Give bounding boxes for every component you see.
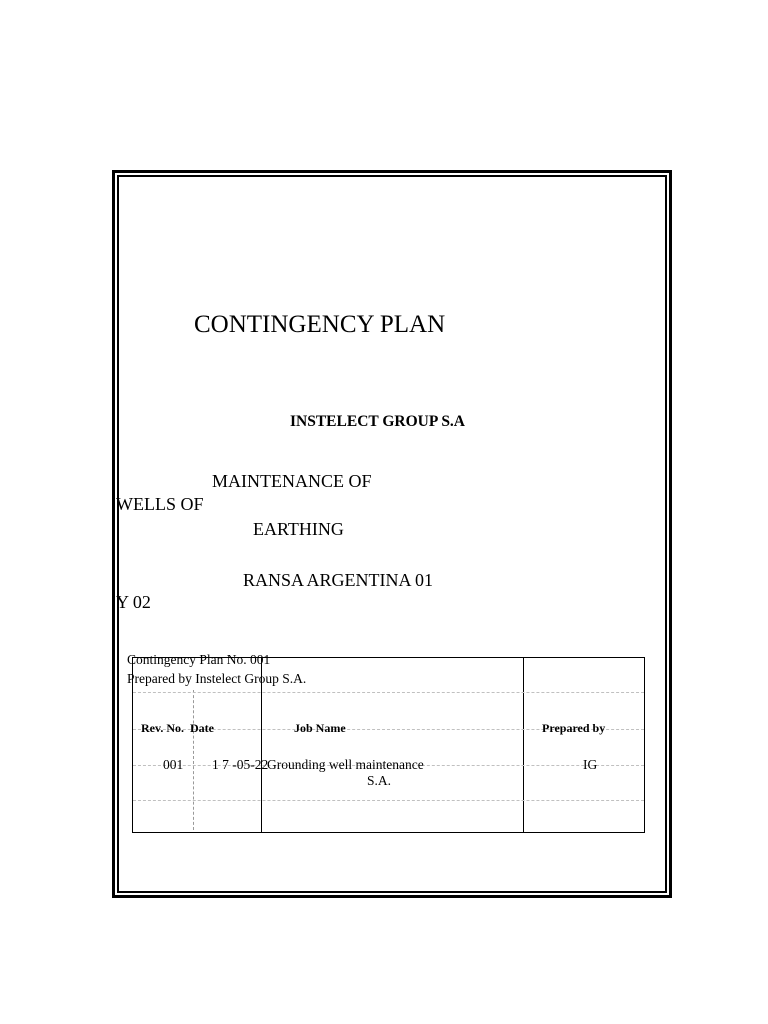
site-line-1: RANSA ARGENTINA 01 <box>243 570 434 590</box>
table-row-date: 1 7 -05-22 <box>212 757 269 772</box>
header-rev-no: Rev. No. <box>141 721 184 735</box>
table-row-job-name: Grounding well maintenance <box>267 757 424 772</box>
header-prepared-by: Prepared by <box>542 721 606 735</box>
table-row-rule <box>133 800 644 801</box>
table-row-prepared-by: IG <box>583 757 598 772</box>
site-line-2: Y 02 <box>116 592 151 612</box>
table-row-job-name-cont: S.A. <box>367 773 392 788</box>
border-tick-left <box>112 676 113 690</box>
table-divider-2 <box>523 657 524 833</box>
table-row-rule <box>133 692 644 693</box>
prepared-by-line: Prepared by Instelect Group S.A. <box>127 671 307 686</box>
plan-number: Contingency Plan No. 001 <box>127 652 271 667</box>
company-name: INSTELECT GROUP S.A <box>290 413 466 430</box>
border-tick-right <box>671 676 672 690</box>
header-date: Date <box>190 721 214 735</box>
table-row-rev-no: 001 <box>163 757 184 772</box>
document-title: CONTINGENCY PLAN <box>194 311 446 338</box>
table-divider-dashed <box>193 690 194 830</box>
header-job-name: Job Name <box>294 721 346 735</box>
subject-line-3: EARTHING <box>253 519 344 539</box>
subject-line-1: MAINTENANCE OF <box>212 471 372 491</box>
subject-line-2: WELLS OF <box>116 494 204 514</box>
